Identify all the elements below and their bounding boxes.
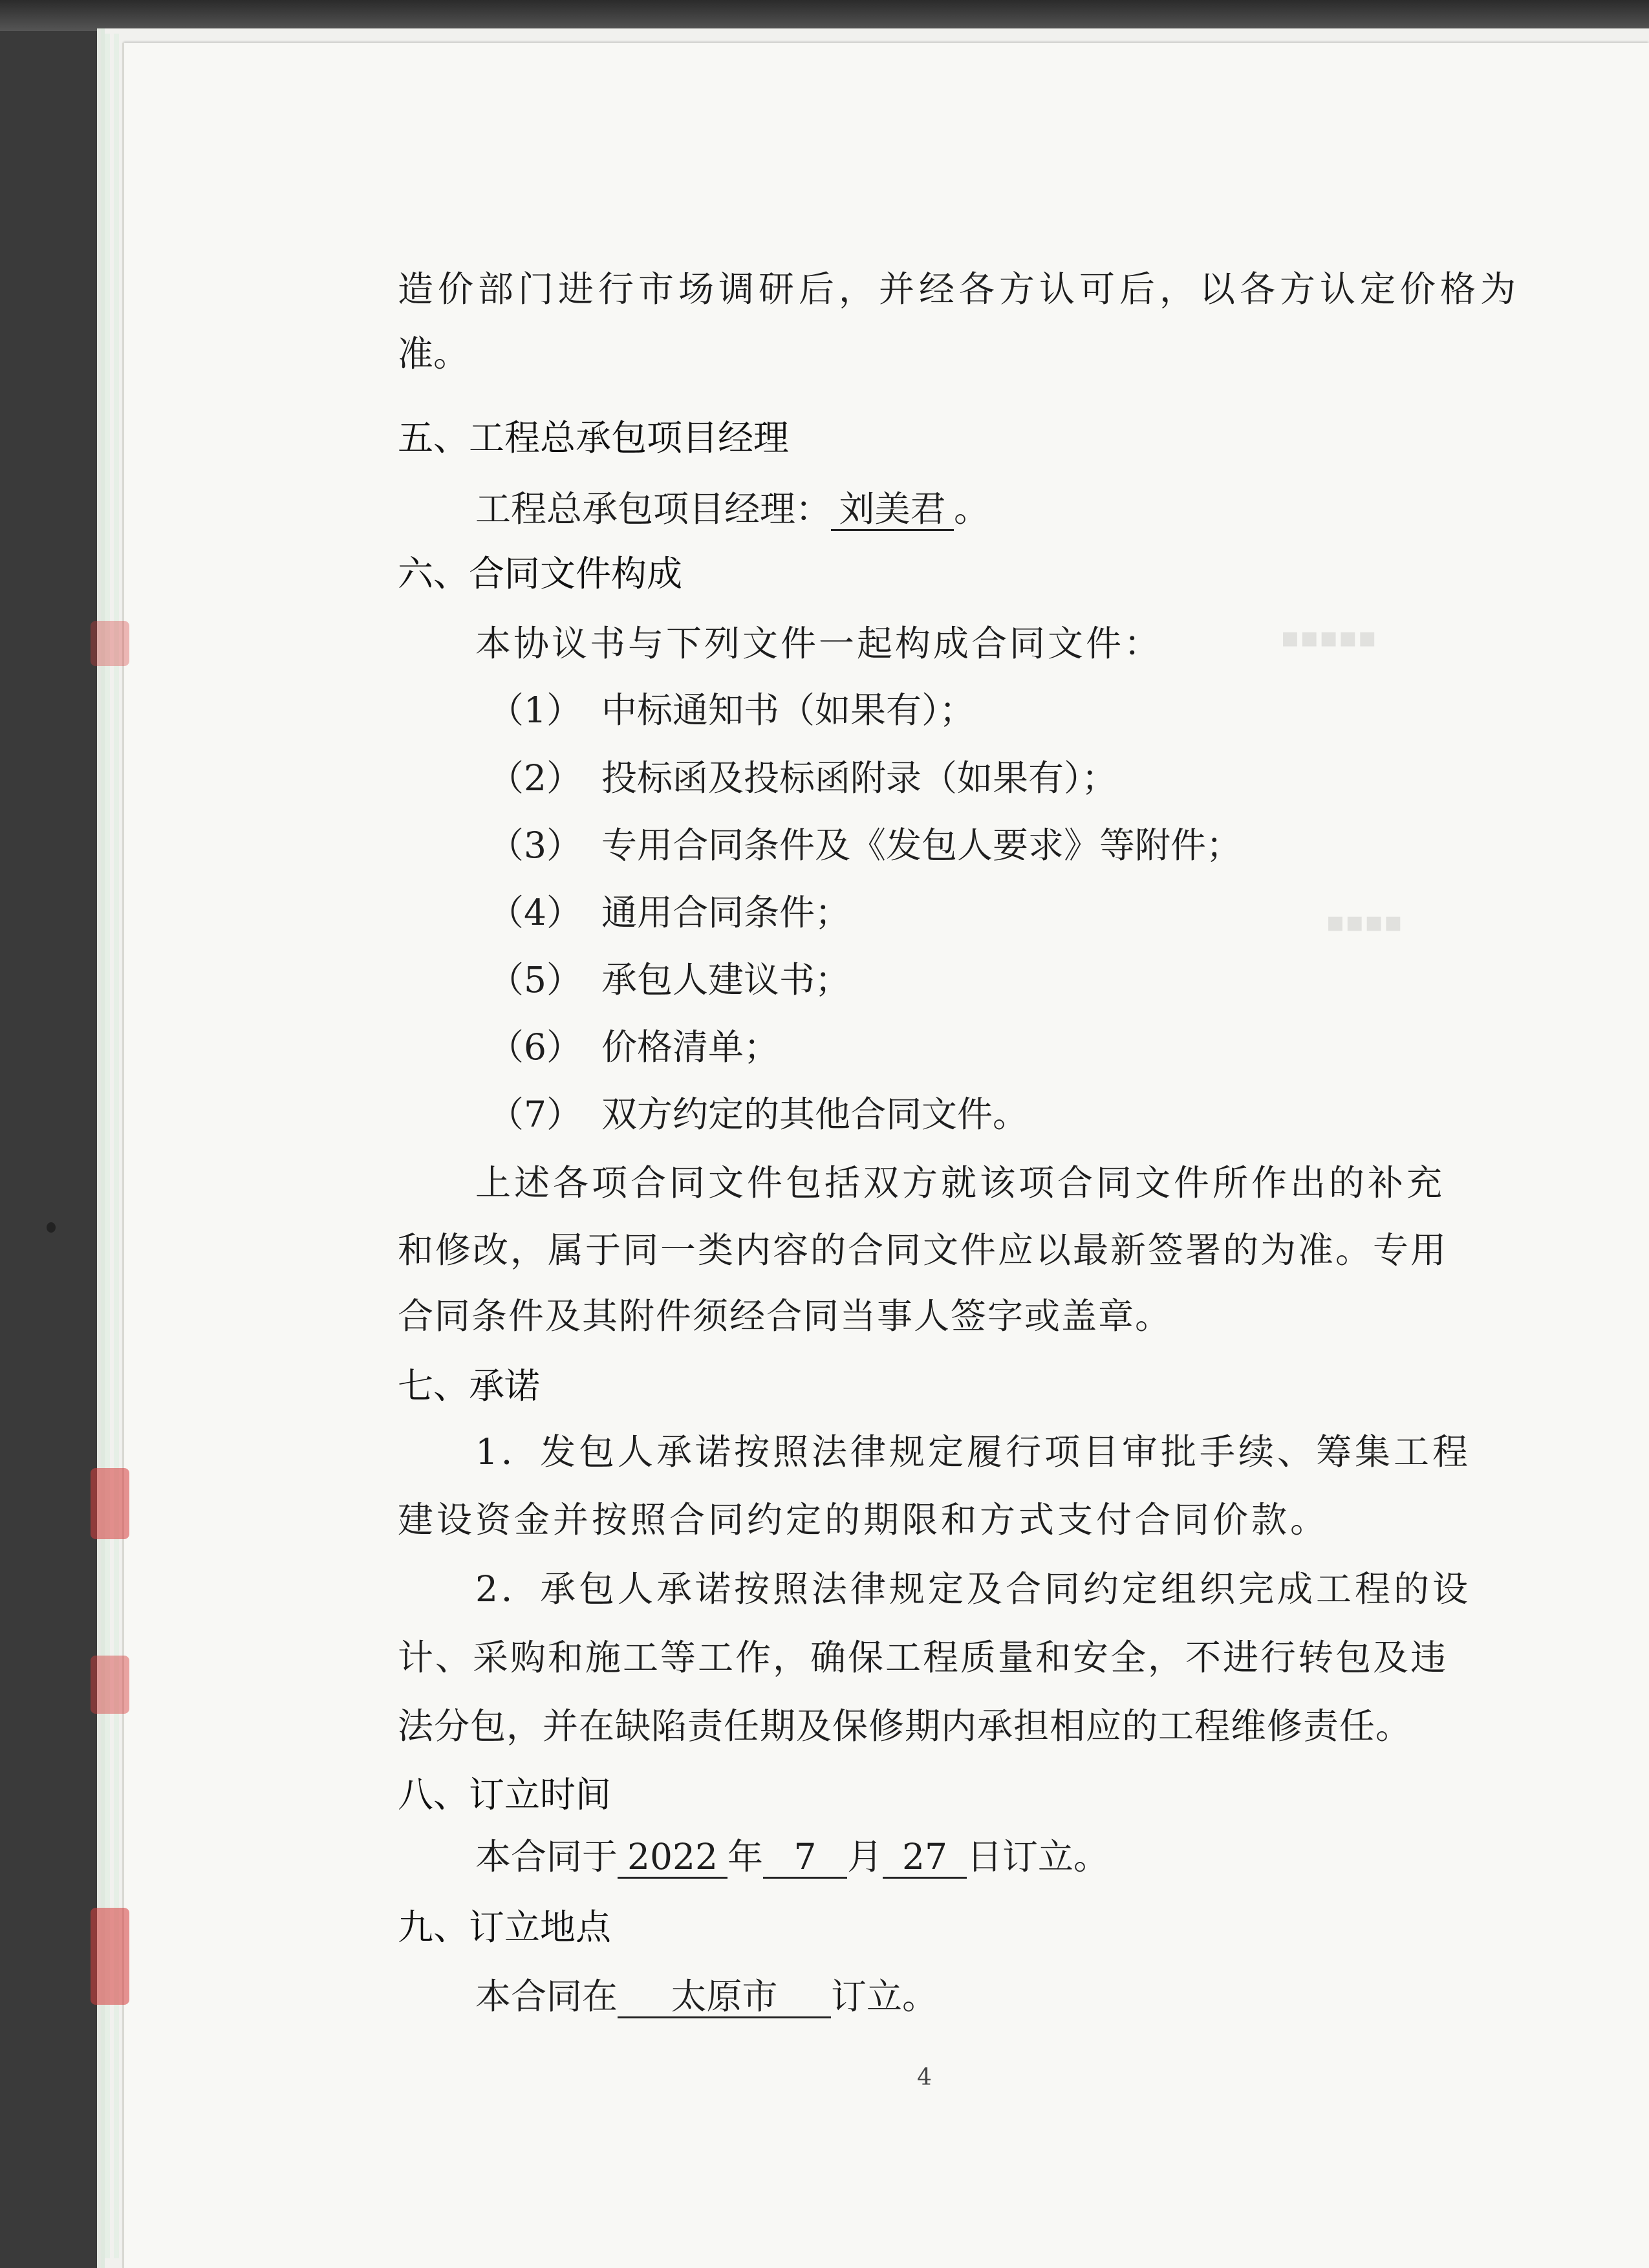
section-heading: 九、订立地点 — [398, 1906, 612, 1948]
month-unit: 月 — [847, 1836, 883, 1877]
paragraph-line: 上述各项合同文件包括双方就该项合同文件所作出的补充 — [475, 1162, 1446, 1204]
signing-place-line — [475, 1974, 938, 2019]
list-item-text: 中标通知书（如果有）； — [601, 689, 975, 731]
date-month: 7 — [763, 1837, 847, 1879]
section-heading: 六、合同文件构成 — [398, 553, 683, 594]
project-manager-line — [475, 486, 989, 532]
seal-fragment — [91, 621, 129, 666]
page-number: 4 — [917, 2064, 932, 2091]
bleed-through: ▪▪▪▪ — [1326, 905, 1403, 938]
paragraph-line: 造价部门进行市场调研后，并经各方认可后，以各方认定价格为 — [398, 268, 1521, 310]
paragraph-line: 本协议书与下列文件一起构成合同文件： — [475, 623, 1163, 664]
list-item-text: 通用合同条件； — [601, 892, 851, 933]
section-heading: 五、工程总承包项目经理 — [398, 417, 790, 459]
signing-place: 太原市 — [618, 1976, 831, 2018]
ink-dot — [47, 1222, 56, 1233]
list-item-number: （2） — [488, 757, 582, 799]
list-item-number: （1） — [488, 689, 582, 731]
paragraph-line: 法分包，并在缺陷责任期及保修期内承担相应的工程维修责任。 — [398, 1705, 1412, 1747]
seal-fragment — [91, 1468, 129, 1539]
list-item — [488, 1024, 779, 1070]
date-suffix: 日订立。 — [967, 1836, 1110, 1877]
date-day: 27 — [883, 1837, 967, 1879]
seal-fragment — [91, 1656, 129, 1714]
bleed-through: ▪▪▪▪▪ — [1280, 621, 1377, 654]
list-item — [488, 687, 975, 733]
paragraph-line: 建设资金并按照合同约定的期限和方式支付合同价款。 — [398, 1499, 1330, 1540]
paragraph-line: 计、采购和施工等工作，确保工程质量和安全，不进行转包及违 — [398, 1637, 1449, 1678]
project-manager-name: 刘美君 — [831, 489, 954, 531]
list-item-text: 价格清单； — [601, 1026, 780, 1068]
year-unit: 年 — [727, 1836, 764, 1877]
project-manager-label: 工程总承包项目经理： — [475, 488, 832, 530]
list-item-text: 承包人建议书； — [601, 959, 851, 1000]
list-item-number: （4） — [488, 892, 582, 933]
paragraph-line: 1．发包人承诺按照法律规定履行项目审批手续、筹集工程 — [475, 1431, 1471, 1473]
list-item-number: （6） — [488, 1026, 582, 1068]
section-heading: 七、承诺 — [398, 1365, 541, 1407]
paragraph-line: 和修改，属于同一类内容的合同文件应以最新签署的为准。专用 — [398, 1229, 1449, 1271]
list-item — [488, 890, 850, 935]
list-item-number: （5） — [488, 959, 582, 1000]
date-year: 2022 — [618, 1837, 727, 1879]
signing-date-line — [475, 1834, 1109, 1879]
list-item — [488, 755, 1117, 801]
seal-fragment — [91, 1908, 129, 2005]
date-prefix: 本合同于 — [475, 1836, 618, 1877]
list-item — [488, 957, 850, 1002]
paragraph-line: 合同条件及其附件须经合同当事人签字或盖章。 — [398, 1295, 1172, 1337]
paragraph-line: 2．承包人承诺按照法律规定及合同约定组织完成工程的设 — [475, 1568, 1471, 1610]
period: 。 — [954, 488, 990, 530]
place-suffix: 订立。 — [831, 1976, 938, 2017]
list-item-text: 专用合同条件及《发包人要求》等附件； — [601, 825, 1242, 866]
place-prefix: 本合同在 — [475, 1976, 618, 2017]
list-item-number: （7） — [488, 1094, 582, 1135]
paragraph-line: 准。 — [398, 333, 469, 374]
list-item-number: （3） — [488, 825, 582, 866]
list-item-text: 双方约定的其他合同文件。 — [601, 1094, 1029, 1135]
scanner-border — [0, 0, 1649, 31]
list-item — [488, 823, 1242, 868]
section-heading: 八、订立时间 — [398, 1774, 612, 1815]
list-item-text: 投标函及投标函附录（如果有）； — [601, 757, 1117, 799]
list-item — [488, 1092, 1028, 1137]
document-page — [124, 43, 1649, 2268]
